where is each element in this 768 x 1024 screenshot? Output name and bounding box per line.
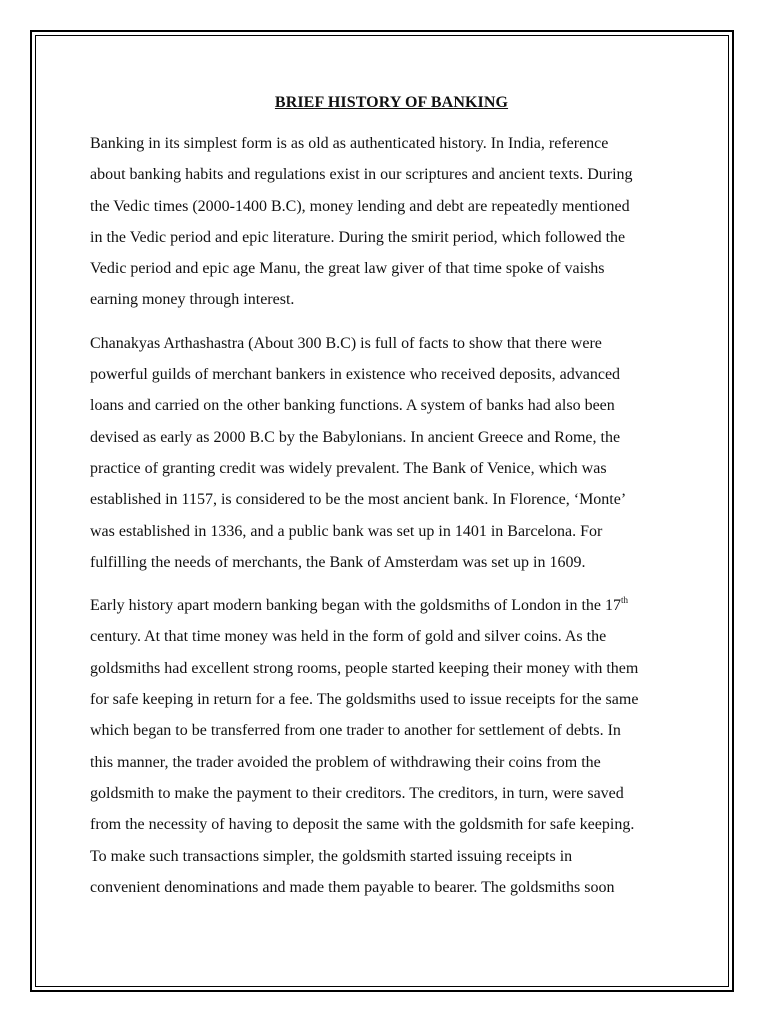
paragraph-line: in the Vedic period and epic literature. During the smirit period, which followed the — [90, 228, 626, 246]
paragraph-line: established in 1157, is considered to be the most ancient bank. In Florence, ‘Monte’ — [90, 491, 627, 509]
paragraph-line: loans and carried on the other banking functions. A system of banks had also been — [90, 397, 615, 415]
paragraph-line: practice of granting credit was widely prevalent. The Bank of Venice, which was — [90, 459, 607, 477]
ordinal-superscript: th — [621, 595, 629, 606]
paragraph-line-with-superscript — [90, 590, 693, 621]
document-title: BRIEF HISTORY OF BANKING — [274, 94, 509, 111]
paragraph-3 — [90, 590, 693, 903]
paragraph-line: fulfilling the needs of merchants, the Bank of Amsterdam was set up in 1609. — [90, 553, 586, 571]
paragraph-line: earning money through interest. — [90, 291, 295, 309]
paragraph-line: from the necessity of having to deposit the same with the goldsmith for safe keeping. — [90, 816, 635, 834]
paragraph-line-text: Early history apart modern banking began with the goldsmiths of London in the 17 — [90, 597, 622, 615]
paragraph-line: this manner, the trader avoided the problem of withdrawing their coins from the — [90, 753, 601, 771]
paragraph-line: Vedic period and epic age Manu, the great law giver of that time spoke of vaishs — [90, 260, 605, 278]
paragraph-line: was established in 1336, and a public bank was set up in 1401 in Barcelona. For — [90, 522, 603, 540]
paragraph-1 — [90, 128, 693, 316]
paragraph-line: powerful guilds of merchant bankers in existence who received deposits, advanced — [90, 366, 621, 384]
paragraph-line: devised as early as 2000 B.C by the Babylonians. In ancient Greece and Rome, the — [90, 428, 621, 446]
paragraph-2 — [90, 328, 693, 578]
paragraph-line: To make such transactions simpler, the goldsmith started issuing receipts in — [90, 847, 573, 865]
paragraph-line: Chanakyas Arthashastra (About 300 B.C) is full of facts to show that there were — [90, 334, 602, 352]
paragraph-line: convenient denominations and made them payable to bearer. The goldsmiths soon — [90, 878, 615, 896]
paragraph-line: goldsmith to make the payment to their creditors. The creditors, in turn, were saved — [90, 784, 624, 802]
paragraph-line: the Vedic times (2000-1400 B.C), money lending and debt are repeatedly mentioned — [90, 197, 630, 215]
paragraph-line: century. At that time money was held in the form of gold and silver coins. As the — [90, 628, 607, 646]
document-body — [90, 92, 693, 915]
paragraph-line: Banking in its simplest form is as old as authenticated history. In India, reference — [90, 135, 609, 152]
paragraph-line: which began to be transferred from one trader to another for settlement of debts. In — [90, 722, 621, 740]
paragraph-line: about banking habits and regulations exist in our scriptures and ancient texts. During — [90, 166, 633, 184]
paragraph-line: goldsmiths had excellent strong rooms, people started keeping their money with them — [90, 659, 639, 677]
paragraph-line: for safe keeping in return for a fee. The goldsmiths used to issue receipts for the same — [90, 691, 639, 709]
